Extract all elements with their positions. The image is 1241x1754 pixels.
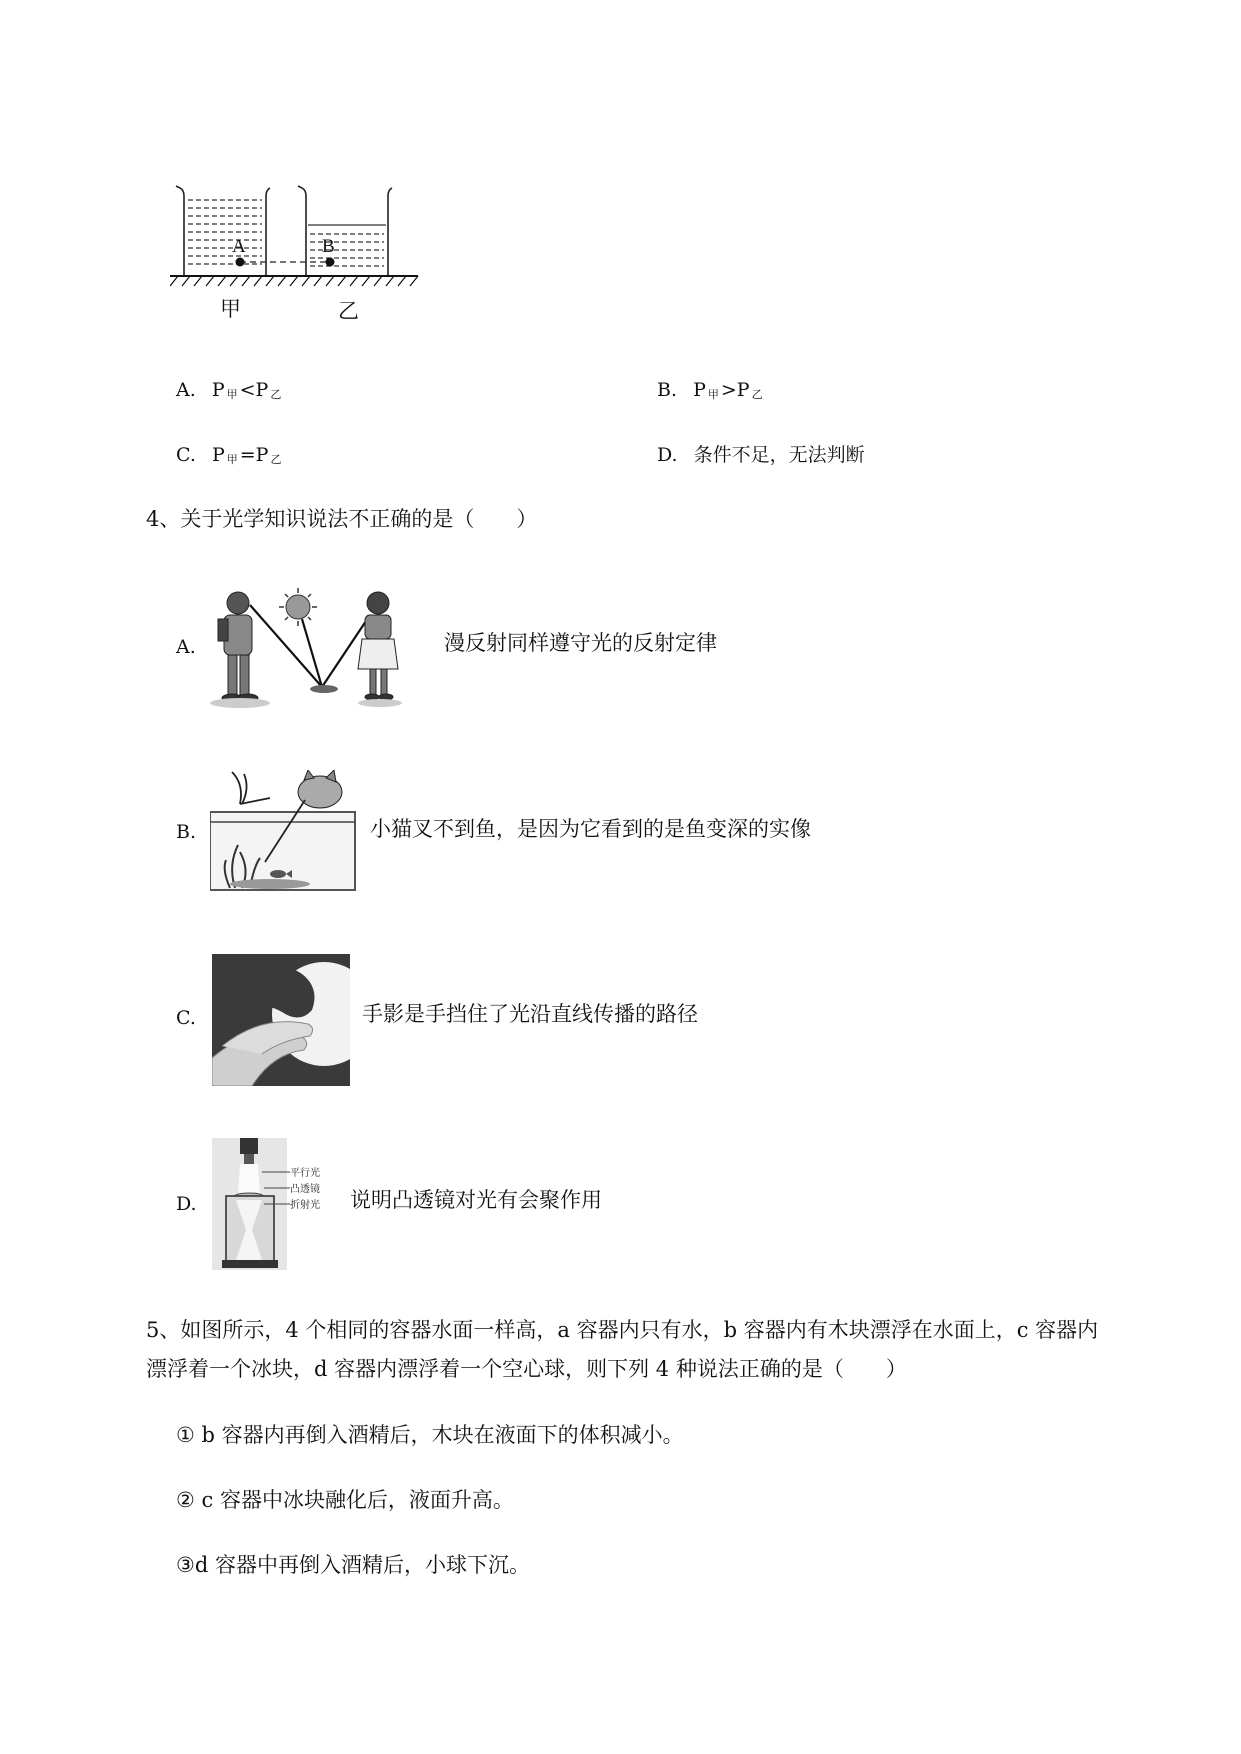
label-b: B <box>322 236 335 257</box>
caption-jia: 甲 <box>220 297 241 321</box>
hand-shadow-image <box>212 954 350 1086</box>
q5-statement-2: ② c 容器中冰块融化后，液面升高。 <box>176 1488 514 1512</box>
convex-lens-image <box>212 1138 352 1270</box>
q4-stem: 4、关于光学知识说法不正确的是（ ） <box>146 507 538 531</box>
q5-statement-1: ① b 容器内再倒入酒精后，木块在液面下的体积减小。 <box>176 1423 684 1447</box>
q5-stem-line1: 5、如图所示，4 个相同的容器水面一样高，a 容器内只有水，b 容器内有木块漂浮在水面上，c 容器内 <box>146 1318 1099 1342</box>
q4-option-a-text[interactable]: 漫反射同样遵守光的反射定律 <box>444 631 717 655</box>
water-jia <box>188 200 262 264</box>
q3-option-d[interactable]: D. 条件不足，无法判断 <box>657 444 865 466</box>
diffuse-reflection-image <box>210 585 440 710</box>
q4-option-c-letter: C. <box>176 1007 196 1029</box>
option-letter: A. <box>176 379 196 401</box>
option-letter: C. <box>176 444 196 466</box>
lens-label-convex: 凸透镜 <box>290 1184 320 1195</box>
option-letter: D. <box>657 444 678 466</box>
caption-yi: 乙 <box>338 299 359 323</box>
q4-option-c-text[interactable]: 手影是手挡住了光沿直线传播的路径 <box>362 1002 698 1026</box>
q4-option-d-letter: D. <box>176 1193 197 1215</box>
q4-option-b-letter: B. <box>176 821 197 843</box>
q3-option-b[interactable]: B. P 甲 >P 乙 <box>657 379 763 401</box>
beaker-figure <box>170 180 430 330</box>
q5-statement-3: ③d 容器中再倒入酒精后，小球下沉。 <box>176 1553 530 1577</box>
lens-label-refracted: 折射光 <box>290 1200 320 1211</box>
q4-option-b-text[interactable]: 小猫叉不到鱼，是因为它看到的是鱼变深的实像 <box>370 817 811 841</box>
q5-stem-line2: 漂浮着一个冰块，d 容器内漂浮着一个空心球，则下列 4 种说法正确的是（ ） <box>146 1357 907 1381</box>
lens-label-parallel: 平行光 <box>290 1168 320 1179</box>
cat-fish-image <box>210 770 360 892</box>
label-a: A <box>232 236 246 257</box>
point-a <box>236 258 245 267</box>
q4-option-d-text[interactable]: 说明凸透镜对光有会聚作用 <box>350 1188 602 1212</box>
option-letter: B. <box>657 379 678 401</box>
reflecting-surface <box>310 685 338 693</box>
q4-option-a-letter: A. <box>176 636 196 658</box>
q3-option-c[interactable]: C. P 甲 =P 乙 <box>176 444 282 466</box>
q3-option-a[interactable]: A. P 甲 <P 乙 <box>176 379 282 401</box>
point-b <box>326 258 335 267</box>
